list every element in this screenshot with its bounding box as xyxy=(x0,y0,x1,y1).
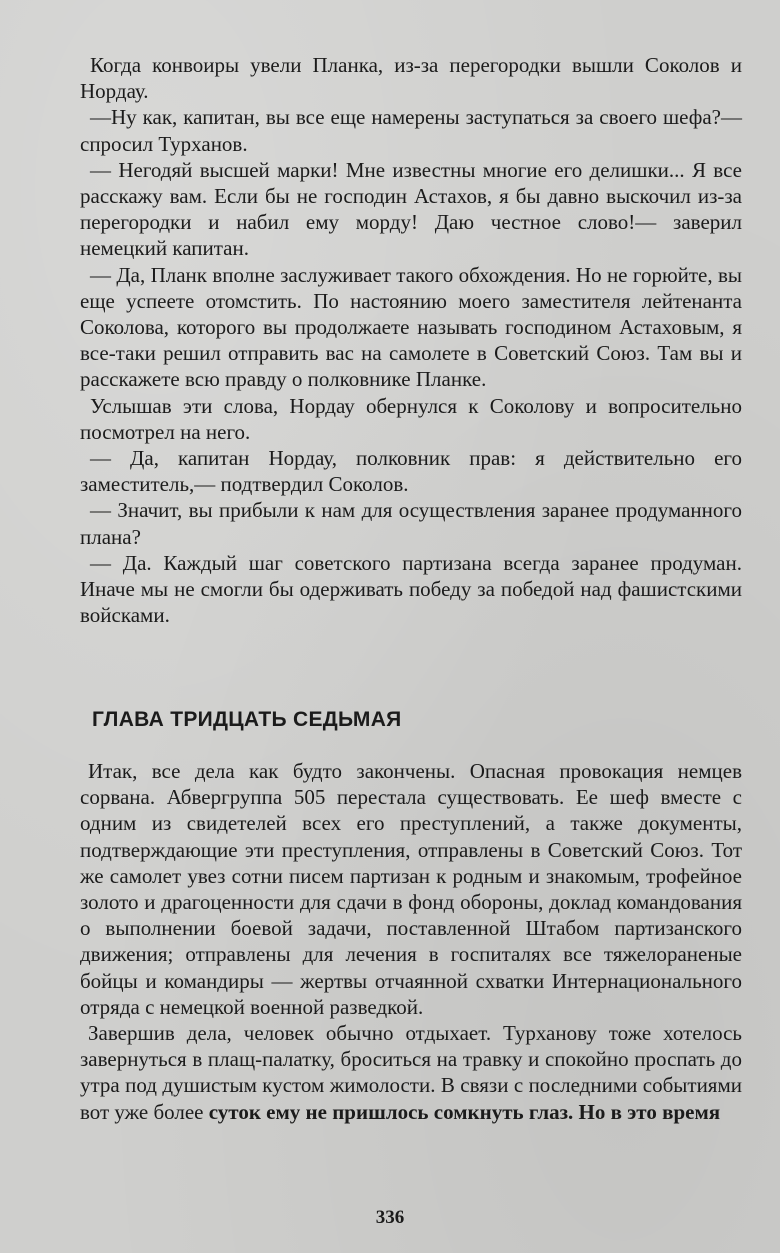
narrative-section xyxy=(80,758,742,1125)
dialogue-paragraph-8: — Да. Каждый шаг советского партизана всегда заранее продуман. Иначе мы не смогли бы одерживать победу за победой над фашистскими войсками. xyxy=(80,550,742,628)
narrative-paragraph-2 xyxy=(80,1020,742,1125)
dialogue-paragraph-6: — Да, капитан Нордау, полковник прав: я действительно его заместитель,— подтвердил Соколов. xyxy=(80,446,742,497)
narrative-paragraph-1: Итак, все дела как будто закончены. Опасная провокация немцев сорвана. Абвергруппа 505 перестала существовать. Ее шеф вместе с одним из свидетелей всех его преступлений, а также документы, подтверждающие эти преступления, отправлены в Советский Союз. Тот же самолет увез сотни писем партизан к родным и знакомым, трофейное золото и драгоценности для сдачи в фонд обороны, доклад командования о выполнении боевой задачи, поставленной Штабом партизанского движения; отправлены для лечения в госпиталях все тяжелораненые бойцы и командиры — жертвы отчаянной схватки Интернационального отряда с немецкой военной разведкой. xyxy=(80,759,742,1019)
dialogue-paragraph-1: Когда конвоиры увели Планка, из-за перегородки вышли Соколов и Нордау. xyxy=(80,53,742,104)
dialogue-section xyxy=(80,52,742,628)
dialogue-paragraph-5: Услышав эти слова, Нордау обернулся к Соколову и вопросительно посмотрел на него. xyxy=(80,393,742,444)
dialogue-paragraph-7: — Значит, вы прибыли к нам для осуществления заранее продуманного плана? xyxy=(80,498,742,549)
dialogue-paragraph-2: —Ну как, капитан, вы все еще намерены заступаться за своего шефа?— спросил Турханов. xyxy=(80,105,742,156)
narrative-paragraph-2-text: Завершив дела, человек обычно отдыхает. Турханову тоже хотелось завернуться в плащ-палатку, броситься на травку и спокойно проспать до утра под душистым кустом жимолости. В связи с последними событиями вот уже более xyxy=(80,1021,742,1124)
dialogue-paragraph-3: — Негодяй высшей марки! Мне известны многие его делишки... Я все расскажу вам. Если бы не господин Астахов, я бы давно выскочил из-за перегородки и набил ему морду! Даю честное слово!— заверил немецкий капитан. xyxy=(80,157,742,261)
page-number: 336 xyxy=(375,1207,405,1228)
dialogue-paragraph-4: — Да, Планк вполне заслуживает такого обхождения. Но не горюйте, вы еще успеете отомстить. По настоянию моего заместителя лейтенанта Соколова, которого вы продолжаете называть господином Астаховым, я все-таки решил отправить вас на самолете в Советский Союз. Там вы и расскажете всю правду о полковнике Планке. xyxy=(80,262,742,392)
chapter-title: ГЛАВА ТРИДЦАТЬ СЕДЬМАЯ xyxy=(92,708,402,731)
narrative-paragraph-2-bold-tail: суток ему не пришлось сомкнуть глаз. Но в это время xyxy=(208,1099,721,1124)
